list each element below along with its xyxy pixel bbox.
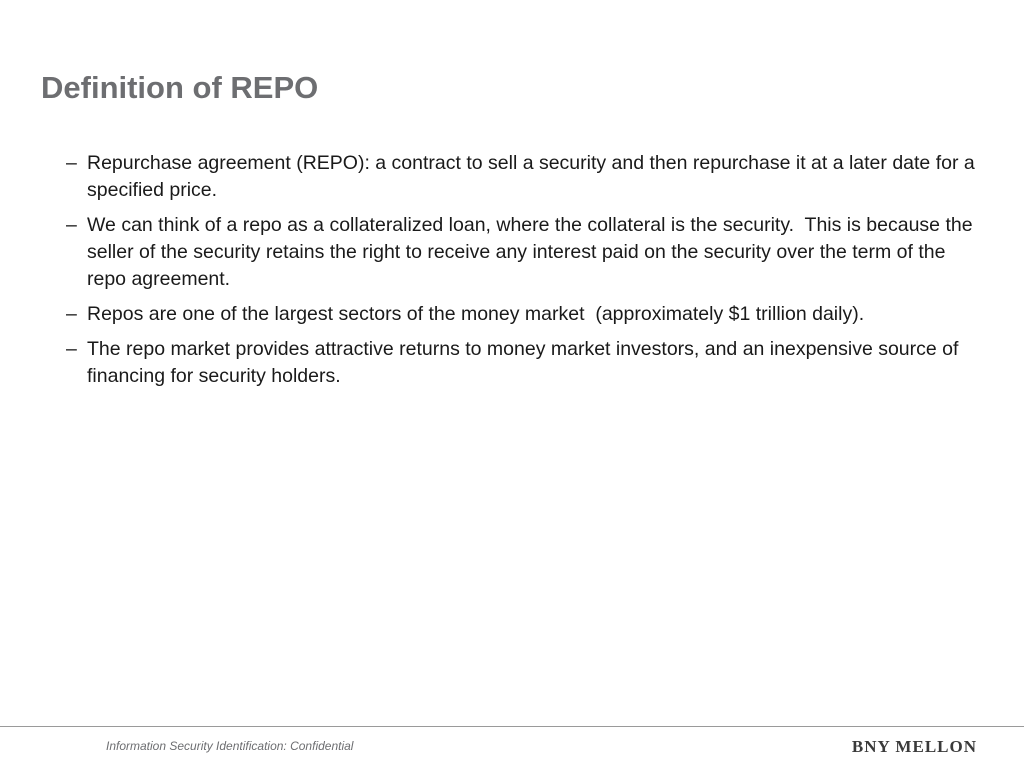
bullet-item [60, 301, 980, 328]
bullet-text: We can think of a repo as a collateralized loan, where the collateral is the security. This is because the seller of the security retains the right to receive any interest paid on the security over the term of the repo agreement. [87, 214, 978, 290]
brand-logo: BNY MELLON [851, 737, 977, 756]
dash-bullet-icon: – [66, 338, 77, 360]
bullet-item [60, 212, 980, 293]
dash-bullet-icon: – [66, 152, 77, 174]
dash-bullet-icon: – [66, 214, 77, 236]
bullet-list [60, 150, 980, 398]
bullet-text: Repos are one of the largest sectors of the money market (approximately $1 trillion daily). [87, 303, 865, 325]
dash-bullet-icon: – [66, 303, 77, 325]
bullet-item [60, 336, 980, 390]
slide-title: Definition of REPO [41, 70, 319, 105]
bullet-item [60, 150, 980, 204]
footer-classification: Information Security Identification: Confidential [106, 739, 354, 753]
footer-divider [0, 726, 1024, 727]
bullet-text: The repo market provides attractive returns to money market investors, and an inexpensive source of financing for security holders. [87, 338, 959, 387]
bullet-text: Repurchase agreement (REPO): a contract to sell a security and then repurchase it at a later date for a specified price. [87, 152, 975, 201]
